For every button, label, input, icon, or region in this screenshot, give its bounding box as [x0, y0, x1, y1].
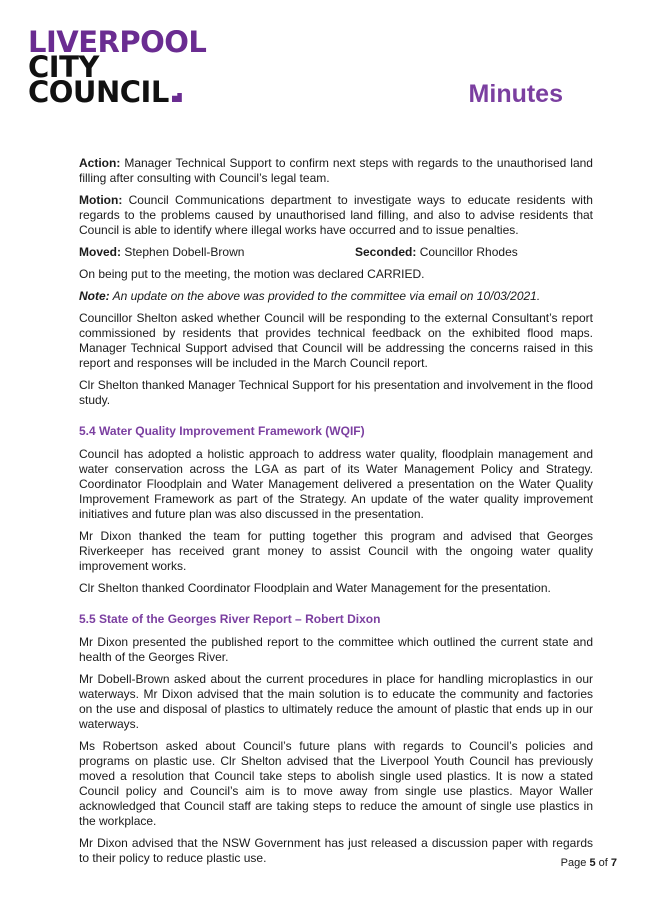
- page-current: 5: [589, 857, 596, 869]
- logo-line-1: LIVERPOOL: [28, 25, 207, 59]
- moved-label: Moved:: [79, 245, 121, 259]
- motion-label: Motion:: [79, 193, 123, 207]
- page-footer: [561, 857, 617, 869]
- moved-cell: [79, 245, 355, 260]
- motion-text: Council Communications department to investigate ways to educate residents with regards to the problems caused by unauthorised land filling, and also to advise residents that Council is able to identify where illegal works have occurred and to issue penalties.: [79, 193, 593, 237]
- note-text: An update on the above was provided to the committee via email on 10/03/2021.: [112, 289, 541, 303]
- council-logo: [28, 25, 207, 109]
- carried-paragraph: On being put to the meeting, the motion was declared CARRIED.: [79, 267, 425, 281]
- motion-paragraph: [79, 193, 593, 238]
- page-total: 7: [610, 857, 617, 869]
- paragraph: Mr Dobell-Brown asked about the current procedures in place for handling microplastics in our waterways. Mr Dixon advised that the main solution is to educate the community and factories on the use and disposal of plastics to ultimately reduce the amount of plastic that ends up in our waterways.: [79, 672, 593, 731]
- paragraph: Clr Shelton thanked Manager Technical Support for his presentation and involvement in the flood study.: [79, 378, 593, 407]
- paragraph: Mr Dixon presented the published report to the committee which outlined the current state and health of the Georges River.: [79, 635, 593, 664]
- paragraph: Council has adopted a holistic approach to address water quality, floodplain management and water conservation across the LGA as part of its Water Management Policy and Strategy. Coordinator Floodplain and Water Management delivered a presentation on the Water Quality Improvement Framework as part of the Strategy. An update of the water quality improvement initiatives and future plan was also discussed in the presentation.: [79, 447, 593, 521]
- seconded-label: Seconded:: [355, 245, 417, 259]
- moved-seconded-row: [79, 245, 593, 260]
- section-heading-5-4: 5.4 Water Quality Improvement Framework (WQIF): [79, 424, 365, 438]
- logo-line-3: [28, 75, 206, 109]
- paragraph: Councillor Shelton asked whether Council will be responding to the external Consultant’s report commissioned by residents that provides technical feedback on the exhibited flood maps. Manager Technical Support advised that Council will be addressing the concerns raised in this report and responses will be included in the March Council report.: [79, 311, 593, 370]
- minutes-body: [79, 156, 596, 873]
- logo-line-2: CITY: [28, 50, 99, 84]
- logo-mark-icon: [172, 93, 182, 102]
- note-label: Note:: [79, 289, 110, 303]
- note-paragraph: [79, 289, 593, 304]
- page-of: of: [598, 857, 608, 869]
- action-paragraph: [79, 156, 593, 186]
- logo-line-3-text: COUNCIL: [28, 75, 169, 109]
- document-title: Minutes: [468, 80, 563, 108]
- action-label: Action:: [79, 156, 121, 170]
- paragraph: Ms Robertson asked about Council’s future plans with regards to Council’s policies and programs on plastic use. Clr Shelton advised that the Liverpool Youth Council has previously moved a resolution that Council take steps to abolish single used plastics. It is now a stated Council policy and Council’s aim is to move away from single use plastics. Mayor Waller acknowledged that Council staff are taking steps to reduce the amount of single use plastics in the workplace.: [79, 739, 593, 828]
- seconded-cell: [355, 245, 518, 260]
- paragraph: Clr Shelton thanked Coordinator Floodplain and Water Management for the presentation.: [79, 581, 551, 595]
- action-text: Manager Technical Support to confirm next steps with regards to the unauthorised land filling after consulting with Council’s legal team.: [79, 156, 593, 185]
- paragraph: Mr Dixon advised that the NSW Government has just released a discussion paper with regards to their policy to reduce plastic use.: [79, 836, 593, 865]
- paragraph: Mr Dixon thanked the team for putting together this program and advised that Georges Riverkeeper has received grant money to assist Council with the ongoing water quality improvement works.: [79, 529, 593, 573]
- seconded-name: Councillor Rhodes: [419, 245, 518, 259]
- page-label: Page: [560, 857, 587, 869]
- moved-name: Stephen Dobell-Brown: [124, 245, 245, 259]
- section-heading-5-5: 5.5 State of the Georges River Report – Robert Dixon: [79, 612, 381, 626]
